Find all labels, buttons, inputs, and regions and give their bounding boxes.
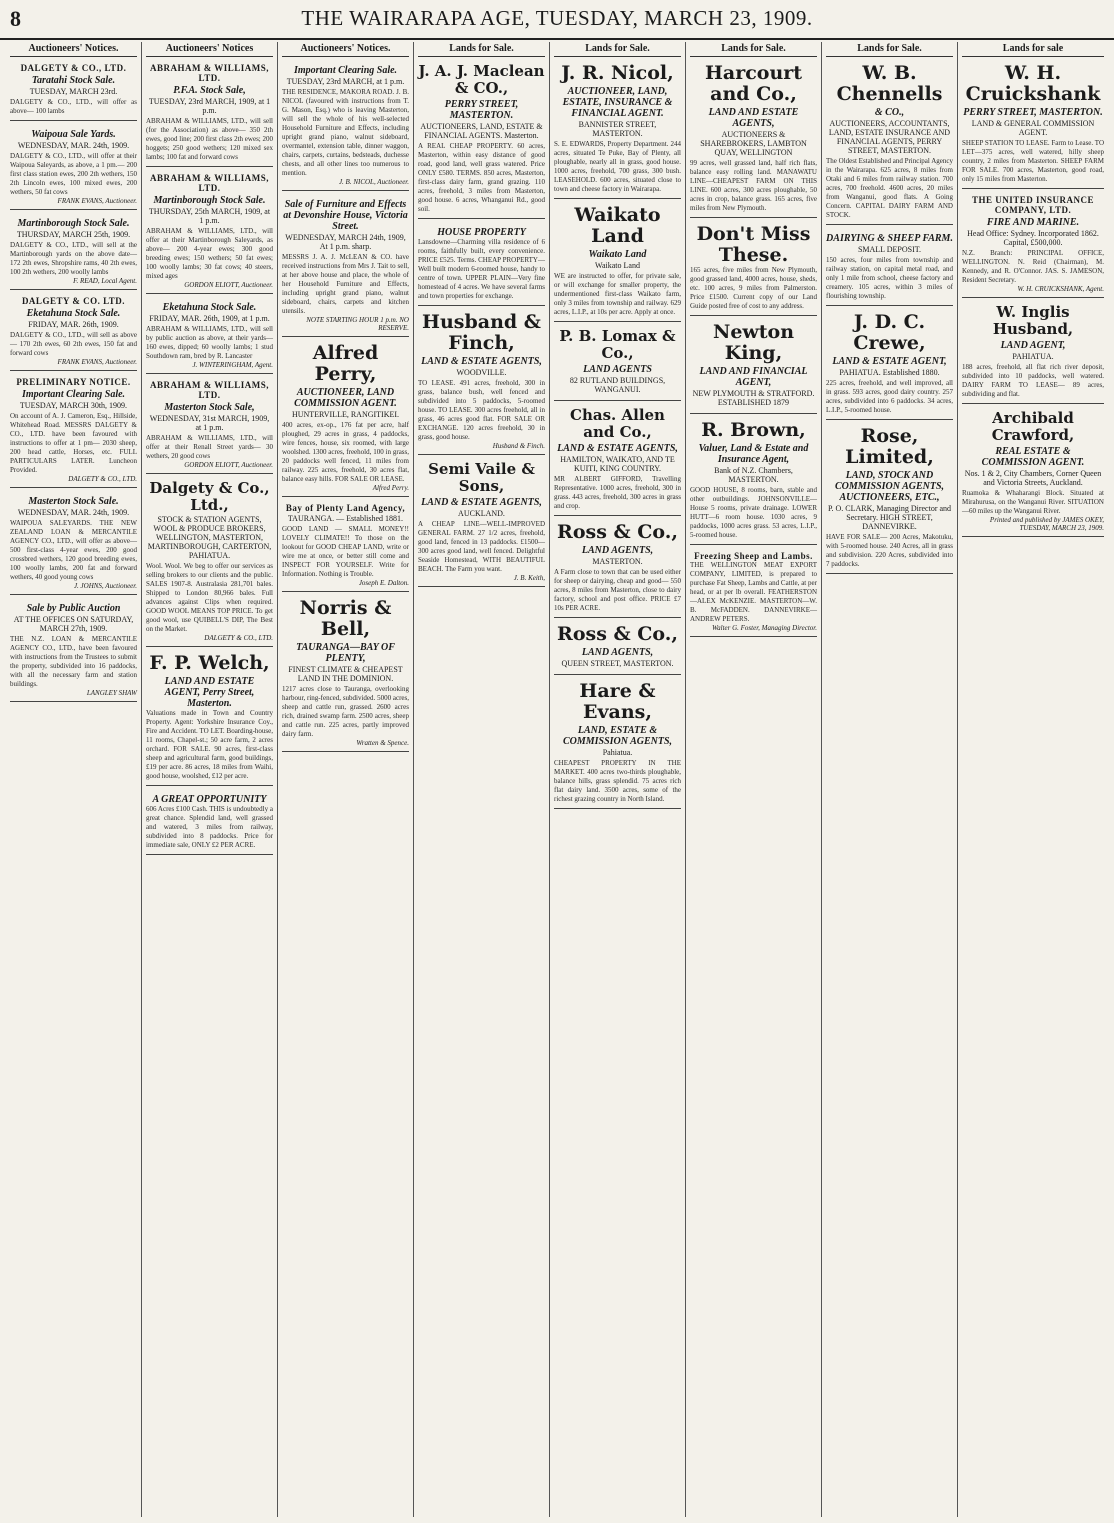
firm-name: J. R. Nicol, [561,62,674,84]
ad-title: LAND & ESTATE AGENTS, [557,443,678,454]
column-area [6,42,1108,1517]
column-8 [958,42,1108,1517]
ad-signature: GORDON ELIOTT, Auctioneer. [184,461,273,469]
masthead [0,0,1114,40]
column-5 [550,42,686,1517]
firm-name: DALGETY & CO., LTD. [20,63,127,73]
column-heading: Lands for Sale. [690,42,817,57]
advertisement [962,192,1104,298]
ad-date: WEDNESDAY, 31st MARCH, 1909, at 1 p.m. [149,414,270,432]
column-7 [822,42,958,1517]
advertisement [282,595,409,752]
advertisement [962,60,1104,189]
ad-signature: DALGETY & CO., LTD. [68,475,137,483]
ad-body: ABRAHAM & WILLIAMS, LTD., will offer at their Martinborough Saleyards, as above— 200 4-year ewes; 300 good breeding ewes; 150 wethers; 50 fat ewes; 100 woolly lambs; 30 fat cows; 40 steers, mixed ages [146,227,273,280]
ad-body: GOOD LAND — SMALL MONEY!! LOVELY CLIMATE!! To those on the lookout for GOOD CHEAP LAND, write or wire me at once, or better still come and INSPECT FOR YOURSELF. Write for Information. Nothing is Trouble. [282,525,409,578]
firm-name: P. B. Lomax & Co., [559,327,676,362]
column-heading: Auctioneers' Notices. [282,42,409,57]
ad-body: On account of A. J. Cameron, Esq., Hillside, Whitehead Road. MESSRS DALGETY & CO., LTD. have been favoured with instructions to offer at 1 pm— 2030 sheep, 200 head cattle, Horses, etc. FULL PARTICULARS LATER. Luncheon Provided. [10,412,137,474]
ad-body: The Oldest Established and Principal Agency in the Wairarapa. 625 acres, 8 miles from Otaki and 6 miles from railway station. 700 acres, 700 freehold. 4600 acres, 20 miles from Wanganui, good flats. A Going Concern. CAPITAL DAIRY FARM AND STOCK. [826,157,953,219]
ad-date: BANNISTER STREET, MASTERTON. [578,120,657,138]
advertisement [962,407,1104,537]
ad-signature: J. JOHNS, Auctioneer. [73,582,137,590]
ad-body: THE N.Z. LOAN & MERCANTILE AGENCY CO., LTD., have been favoured with instructions from the Trustees to submit the property, subdivided into 16 paddocks, with all the necessary farm and station buildings. [10,635,137,688]
firm-name: W. Inglis Husband, [992,303,1074,338]
advertisement [690,548,817,637]
advertisement [690,221,817,316]
ad-date: FRIDAY, MAR. 26th, 1909, at 1 p.m. [149,314,270,323]
ad-date: NEW PLYMOUTH & STRATFORD. ESTABLISHED 1879 [692,389,815,407]
ad-signature: DALGETY & CO., LTD. [204,634,273,642]
advertisement [554,519,681,618]
ad-date: 82 RUTLAND BUILDINGS, WANGANUI. [569,376,666,394]
ad-body: A CHEAP LINE—WELL-IMPROVED GENERAL FARM. 27 1/2 acres, freehold, good land, fenced in 13 paddocks. £1500—300 acres good land, well fenced. Delightful Seaside Homestead, WITH BEAUTIFUL BEACH. The Farm you want. [418,520,545,573]
ad-date: FRIDAY, MAR. 26th, 1909. [28,320,119,329]
ad-body: MR ALBERT GIFFORD, Travelling Representative. 1000 acres, freehold, 300 in grass. 443 acres, freehold, 300 acres in grass and crop. [554,475,681,510]
ad-body: Wool. Wool. We beg to offer our services as selling brokers to our clients and the public. SALES 1907-8. Australasia 281,701 bales. Shipped to London 80,966 bales. Full advances against Clips when required. GOOD WOOL MEANS TOP PRICE. To get good wool, use QUIBELL'S DIP, The Best on the Market. [146,562,273,633]
ad-title: LAND AGENTS, [581,647,654,658]
ad-date: Nos. 1 & 2, City Chambers, Corner Queen and Victoria Streets, Auckland. [964,469,1102,487]
advertisement [418,60,545,219]
firm-name: ABRAHAM & WILLIAMS, LTD. [149,63,270,83]
ad-title: PERRY STREET, MASTERTON. [444,99,519,121]
ad-title: TAURANGA—BAY OF PLENTY, [296,642,395,664]
advertisement [282,340,409,497]
advertisement [554,60,681,199]
advertisement [146,477,273,647]
ad-title: Masterton Stock Sale, [164,402,255,413]
firm-name: Ross & Co., [557,623,678,645]
firm-name: THE UNITED INSURANCE COMPANY, LTD. [971,195,1095,215]
ad-date: AT THE OFFICES ON SATURDAY, MARCH 27th, 1909. [13,615,134,633]
ad-body: Valuations made in Town and Country Property. Agent: Yorkshire Insurance Coy., Fire and Accident. TO LET. Boarding-house, 11 rooms, Chapel-st.; 50 acre farm, 2 acres orchard. FOR SALE. 90 acres, first-class sheep and agricultural farm, good buildings, £19 per acre. 86 acres, 18 miles from Waihi, good house, woolshed, £12 per acre. [146,709,273,780]
ad-title: LAND AGENTS [583,364,652,375]
advertisement [418,222,545,306]
ad-title: Martinborough Stock Sale. [17,218,130,229]
ad-date: WEDNESDAY, MARCH 24th, 1909, At 1 p.m. sharp. [285,233,406,251]
firm-name: Don't Miss These. [696,223,811,266]
ad-title: LAND AND ESTATE AGENT, Perry Street, Masterton. [164,676,255,709]
advertisement [690,319,817,414]
ad-title: Valuer, Land & Estate and Insurance Agent, [698,443,809,465]
ad-title: Masterton Stock Sale. [28,496,119,507]
ad-body: 606 Acres £100 Cash. THIS is undoubtedly a great chance. Splendid land, well grassed and watered, 3 miles from railway, subdivided into 8 paddocks. Price for immediate sale, ONLY £2 PER ACRE. [146,805,273,849]
ad-title: A GREAT OPPORTUNITY [152,794,267,805]
advertisement [146,297,273,374]
ad-date: TUESDAY, 23rd MARCH, at 1 p.m. [286,77,405,86]
ad-signature: Wratten & Spence. [356,739,409,747]
ad-body: ABRAHAM & WILLIAMS, LTD., will sell by public auction as above, at their yards— 160 ewes, dipped; 60 woolly lambs; 1 stud Southdown ram, bred by R. Lancaster [146,325,273,360]
firm-name: Newton King, [712,321,795,364]
ad-title: Important Clearing Sale. [21,389,126,400]
ad-date: WOODVILLE. [456,368,507,377]
advertisement [146,170,273,294]
ad-signature: J. B. Keith, [513,574,545,582]
ad-date: TUESDAY, MARCH 23rd. [29,87,118,96]
advertisement [10,491,137,595]
column-heading: Auctioneers' Notices [146,42,273,57]
firm-name: Waikato Land [574,204,661,247]
paper-title: THE WAIRARAPA AGE, TUESDAY, MARCH 23, 1909. [301,6,813,30]
ad-title: REAL ESTATE & COMMISSION AGENT. [981,446,1085,468]
ad-body: DALGETY & CO., LTD., will sell at the Martinborough yards on the above date— 172 2th ewes, Shropshire rams, 40 2th ewes, 100 2th wethers, 200 woolly lambs [10,241,137,276]
ad-date: TAURANGA. — Established 1881. [287,514,404,523]
advertisement [554,621,681,675]
ad-title: AUCTIONEER, LAND COMMISSION AGENT. [294,387,397,409]
firm-name: Hare & Evans, [579,680,656,723]
ad-signature: LANGLEY SHAW [86,689,137,697]
ad-title: DAIRYING & SHEEP FARM. [826,233,953,244]
advertisement [690,417,817,545]
column-3 [278,42,414,1517]
ad-title: Sale of Furniture and Effects at Devonshire House, Victoria Street. [283,199,408,232]
ad-body: Lansdowne—Charming villa residence of 6 rooms, faithfully built, every convenience. PRICE £525. Terms. CHEAP PROPERTY—Well built modern 6-roomed house, handy to centre of town. UPPER PLAIN—Very fine homestead of 4 acres. We have several farms and town properties for exchange. [418,238,545,300]
ad-date: QUEEN STREET, MASTERTON. [561,659,674,668]
ad-body: S. E. EDWARDS, Property Department. 244 acres, situated Te Puke, Bay of Plenty, all ploughable, nearly all in grass, good house. 1000 acres, freehold, 700 grass, 300 bush. LEASEHOLD. 600 acres, situated close to town and cheese factory in Wairarapa. [554,140,681,193]
firm-name: Freezing Sheep and Lambs. [694,551,813,561]
ad-title: LAND AGENT, [1000,340,1066,351]
ad-body: WAIPOUA SALEYARDS. THE NEW ZEALAND LOAN & MERCANTILE AGENCY CO., LTD., will offer as above— 500 first-class 4-year ewes, 200 good crossbred wethers, 120 good breeding ewes, 100 woolly lambs, 200 fat and forward wethers, 40 good young cows [10,519,137,581]
advertisement [418,458,545,587]
ad-body: 99 acres, well grassed land, half rich flats, balance easy rolling land. MANAWATU LINE—CHEAPEST FARM ON THIS LINE. 600 acres, 300 acres ploughable, 50 acres in crop, balance grass. 165 acres, five miles from New Plymouth. [690,159,817,212]
ad-signature: FRANK EVANS, Auctioneer. [57,197,137,205]
column-heading: Lands for Sale. [554,42,681,57]
ad-date: THURSDAY, 25th MARCH, 1909, at 1 p.m. [148,207,271,225]
firm-name: Ross & Co., [557,521,678,543]
ad-body: WE are instructed to offer, for private sale, or will exchange for smaller property, the undermentioned first-class Waikato farm, only 3 miles from township and railway. 629 acres, L.I.P., at 10s per acre. Apply at once. [554,272,681,316]
firm-name: F. P. Welch, [149,652,270,674]
ad-title: & CO., [874,107,905,118]
ad-date: LAND & GENERAL COMMISSION AGENT. [971,119,1095,137]
advertisement [10,598,137,702]
ad-body: 165 acres, five miles from New Plymouth, good grassed land, 4000 acres, house, sheds, etc. 100 acres, 9 miles from Palmerston. Price £1500. Current copy of our Land Guide posted free of cost to any address. [690,266,817,310]
column-1 [6,42,142,1517]
advertisement [554,325,681,401]
ad-date: Pahiatua. [602,748,633,757]
ad-title: Important Clearing Sale. [293,65,398,76]
firm-name: J. D. C. Crewe, [853,311,926,354]
ad-date: FINEST CLIMATE & CHEAPEST LAND IN THE DOMINION. [288,665,403,683]
ad-body: 225 acres, freehold, and well improved, all in grass. 593 acres, good dairy country. 257 acres, subdivided into 6 paddocks. 34 acres, L.I.P., 5-roomed house. [826,379,953,414]
ad-signature: F. READ, Local Agent. [73,277,137,285]
firm-name: Alfred Perry, [312,342,379,385]
ad-body: A REAL CHEAP PROPERTY. 60 acres, Masterton, within easy distance of good road, good land, well grass watered. Price ONLY £580. TERMS. 850 acres, Masterton, first-class dairy farm, grand grazing. 110 acres, freehold, 3 miles from Masterton, good house. 6 acres, Whanganui Rd., good soil. [418,142,545,213]
advertisement [282,60,409,191]
ad-title: LAND & ESTATE AGENTS, [421,497,542,508]
ad-date: AUCTIONEERS, ACCOUNTANTS, LAND, ESTATE INSURANCE AND FINANCIAL AGENTS, PERRY STREET, MASTERTON. [828,119,951,155]
ad-date: WEDNESDAY, MAR. 24th, 1909. [17,141,130,150]
ad-title: LAND & ESTATE AGENT, [832,356,947,367]
advertisement [282,500,409,592]
ad-body: ABRAHAM & WILLIAMS, LTD., will offer at their Renall Street yards— 30 wethers, 20 good cows [146,434,273,460]
column-heading: Lands for sale [962,42,1104,57]
column-6 [686,42,822,1517]
ad-title: P.F.A. Stock Sale, [173,85,246,96]
firm-name: Norris & Bell, [299,597,392,640]
column-heading: Lands for Sale. [826,42,953,57]
ad-signature: Walter G. Foster, Managing Director. [711,624,817,632]
page-number: 8 [10,6,21,31]
ad-date: PAHIATUA. [1012,352,1054,361]
ad-body: THE RESIDENCE, MAKORA ROAD. J. B. NICOL (favoured with instructions from T. G. Mason, Esq.) who is leaving Masterton, will sell the whole of his well-selected Household Furniture and Effects, including upright grand piano, walnut sideboard, overmantel, extension table, dinner waggon, chairs, carpets, curtains, bedsteads, duchesse chests, and all other lines too numerous to mention. [282,88,409,177]
advertisement [826,423,953,574]
firm-name: W. B. Chennells [836,62,943,105]
advertisement [146,650,273,786]
ad-date: Waikato Land [595,261,640,270]
ad-body: TO LEASE. 491 acres, freehold, 300 in grass, balance bush, well fenced and subdivided into 5 paddocks, 5-roomed house. TO LEASE. 300 acres freehold, all in grass, 46 acres good flat. FOR SALE OR EXCHANGE. 120 acres freehold, 30 in grass, good house. [418,379,545,441]
firm-name: ABRAHAM & WILLIAMS, LTD. [149,173,270,193]
ad-date: AUCKLAND. [458,509,505,518]
ad-body: 188 acres, freehold, all flat rich river deposit, subdivided into 10 paddocks, well watered. DAIRY FARM TO LEASE— 89 acres, subdividing and flat. [962,363,1104,398]
ad-title: Sale by Public Auction [26,603,121,614]
ad-title: LAND & ESTATE AGENTS, [421,356,542,367]
ad-title: LAND, ESTATE & COMMISSION AGENTS, [562,725,673,747]
firm-name: R. Brown, [701,419,806,441]
advertisement [554,202,681,322]
ad-title: LAND AGENTS, [581,545,654,556]
ad-date: AUCTIONEERS, LAND, ESTATE & FINANCIAL AGENTS. Masterton. [420,122,543,140]
advertisement [146,789,273,855]
ad-date: AUCTIONEERS & SHAREBROKERS, LAMBTON QUAY, WELLINGTON [700,130,807,157]
firm-name: Semi Vaile & Sons, [428,460,535,495]
ad-body: Ruamoka & Whaharangi Block. Situated at Mirahurusa, on the Wanganui River. SITUATION—60 miles up the Wanganui River. [962,489,1104,515]
firm-name: PRELIMINARY NOTICE. [16,377,131,387]
ad-title: FIRE AND MARINE. [986,217,1080,228]
column-4 [414,42,550,1517]
ad-date: WEDNESDAY, MAR. 24th, 1909. [17,508,130,517]
column-2 [142,42,278,1517]
ad-date: Bank of N.Z. Chambers, MASTERTON. [714,466,793,484]
ad-body: THE WELLINGTON MEAT EXPORT COMPANY, LIMITED, is prepared to purchase Fat Sheep, Lambs and Cattle, at per head, or at per lb overall. FEATHERSTON—ALEX McKENZIE. MASTERTON—W. B. McFADDEN. DANNEVIRKE—ANDREW PETERS. [690,561,817,623]
advertisement [10,124,137,210]
ad-signature: Joseph E. Dalton. [358,579,409,587]
firm-name: DALGETY & CO. LTD. [21,296,126,306]
ad-body: DALGETY & CO., LTD., will sell as above— 170 2th ewes, 60 2th ewes, 150 fat and forward cows [10,331,137,357]
column-heading: Lands for Sale. [418,42,545,57]
ad-signature: Alfred Perry. [372,484,409,492]
ad-signature: NOTE STARTING HOUR 1 p.m. NO RESERVE. [306,316,409,332]
advertisement [962,301,1104,404]
advertisement [10,374,137,488]
column-heading: Auctioneers' Notices. [10,42,137,57]
ad-body: ABRAHAM & WILLIAMS, LTD., will sell (for the Association) as above— 350 2th ewes, good line; 200 first class 2th ewes; 200 hoggets; 250 good wethers; 120 mixed sex lambs; 100 fat and forward cows [146,117,273,161]
ad-date: TUESDAY, MARCH 30th, 1909. [19,401,128,410]
ad-date: THURSDAY, MARCH 25th, 1909. [16,230,131,239]
advertisement [826,60,953,225]
firm-name: ABRAHAM & WILLIAMS, LTD. [149,380,270,400]
ad-signature: Husband & Finch. [492,442,545,450]
ad-date: PAHIATUA. Established 1880. [839,368,940,377]
ad-title: Eketahuna Stock Sale. [162,302,257,313]
ad-title: Eketahuna Stock Sale. [26,308,121,319]
ad-title: LAND AND FINANCIAL AGENT, [699,366,808,388]
advertisement [10,293,137,371]
advertisement [282,194,409,337]
ad-title: AUCTIONEER, LAND, ESTATE, INSURANCE & FINANCIAL AGENT. [562,86,673,119]
ad-signature: J. WINTERINGHAM, Agent. [192,361,273,369]
firm-name: Archibald Crawford, [991,409,1075,444]
ad-signature: FRANK EVANS, Auctioneer. [57,358,137,366]
advertisement [10,60,137,121]
ad-date: P. O. CLARK, Managing Director and Secretary. HIGH STREET, DANNEVIRKE. [827,504,952,531]
ad-body: GOOD HOUSE, 8 rooms, barn, stable and other outbuildings. JOHNSONVILLE—House 5 rooms, private drainage. LOWER HUTT—6 room house. 1030 acres, 9 paddocks, 1000 acres grass. 53 acres, L.I.P., 5-roomed house. [690,486,817,539]
ad-date: Head Office: Sydney. Incorporated 1862. Capital, £500,000. [967,229,1099,247]
ad-title: Waikato Land [588,249,647,260]
ad-body: 400 acres, ex-op., 176 fat per acre, half ploughed, 29 acres in grass, 4 paddocks, wire fences, house, six roomed, with large woolshed. 1300 acres, freehold, 100 in grass, 20 paddocks well fenced, 11 miles from railway. 225 acres, freehold, 30 acres flat, balance easy hills. FOR SALE OR LEASE. [282,421,409,483]
advertisement [146,60,273,167]
ad-body: SHEEP STATION TO LEASE. Farm to Lease. TO LET—375 acres, well watered, hilly sheep country, 2 miles from Masterton. SHEEP FARM FOR SALE. 700 acres, Masterton, good road, only 15 miles from Masterton. [962,139,1104,183]
ad-body: HAVE FOR SALE— 200 Acres, Makotuku, with 5-roomed house. 240 Acres, all in grass and subdivision. 220 Acres, subdivided into 7 paddocks. [826,533,953,568]
firm-name: J. A. J. Maclean & CO., [418,62,545,97]
ad-date: SMALL DEPOSIT. [857,245,922,254]
ad-body: CHEAPEST PROPERTY IN THE MARKET. 400 acres two-thirds ploughable, balance hills, grass splendid. 75 acres rich flat dairy land. 3500 acres, some of the richest grazing country in North Island. [554,759,681,803]
ad-body: DALGETY & CO., LTD., will offer at their Waipoua Saleyards, as above, a 1 pm.— 200 first class station ewes, 200 2th wethers, 150 2th Lincoln ewes, 100 mixed ewes, 200 wethers, 50 fat cows [10,152,137,196]
ad-title: HOUSE PROPERTY [437,227,526,238]
ad-title: PERRY STREET, MASTERTON. [963,107,1103,118]
advertisement [826,309,953,420]
ad-body: DALGETY & CO., LTD., will offer as above— 100 lambs [10,98,137,115]
ad-date: MASTERTON. [592,557,643,566]
ad-signature: W. H. CRUICKSHANK, Agent. [1017,285,1104,293]
ad-body: MESSRS J. A. J. McLEAN & CO. have received instructions from Mrs J. Tait to sell, at her above house and place, the whole of her Household Furniture and Effects, including upright grand piano, walnut sideboard, chairs, carpets and kitchen utensils. [282,253,409,315]
ad-date: HAMILTON, WAIKATO, AND TE KUITI, KING COUNTRY. [560,455,675,473]
ad-title: Martinborough Stock Sale. [153,195,266,206]
ad-date: HUNTERVILLE, RANGITIKEI. [291,410,400,419]
firm-name: Harcourt and Co., [704,62,803,105]
advertisement [554,678,681,809]
firm-name: Dalgety & Co., Ltd., [149,479,270,514]
ad-signature: GORDON ELIOTT, Auctioneer. [184,281,273,289]
advertisement [418,309,545,455]
advertisement [690,60,817,218]
advertisement [146,377,273,474]
firm-name: Bay of Plenty Land Agency, [285,503,406,513]
firm-name: Husband & Finch, [422,311,541,354]
ad-body: 150 acres, four miles from township and railway station, on capital metal road, and only 1 mile from school, cheese factory and creamery. 105 acres, within 3 miles of flourishing township. [826,256,953,300]
ad-title: LAND, STOCK AND COMMISSION AGENTS, AUCTIONEERS, ETC., [834,470,945,503]
advertisement [10,213,137,290]
ad-body: 1217 acres close to Tauranga, overlooking harbour, ring-fenced, subdivided. 5000 acres, sheep and cattle run, grassed. 2600 acres rich, drained swamp farm. 2500 acres, sheep and cattle run. 225 acres, partly improved dairy farm. [282,685,409,738]
ad-title: LAND AND ESTATE AGENTS, [708,107,799,129]
ad-title: Waipoua Sale Yards. [31,129,116,140]
ad-title: Taratahi Stock Sale. [31,75,116,86]
ad-body: N.Z. Branch: PRINCIPAL OFFICE, WELLINGTON. N. Reid (Chairman), M. Kennedy, and R. O'Connor. JAS. S. JAMESON, Resident Secretary. [962,249,1104,284]
ad-signature: Printed and published by JAMES OKEY, TUESDAY, MARCH 23, 1909. [989,516,1104,532]
firm-name: Chas. Allen and Co., [570,406,665,441]
ad-body: A Farm close to town that can be used either for sheep or dairying, cheap and good— 550 acres, 8 miles from Masterton, close to dairy factory, school and post office. PRICE £7 10s PER ACRE. [554,568,681,612]
advertisement [826,228,953,306]
ad-date: TUESDAY, 23rd MARCH, 1909, at 1 p.m. [148,97,271,115]
advertisement [554,404,681,516]
firm-name: Rose, Limited, [845,425,934,468]
ad-date: STOCK & STATION AGENTS, WOOL & PRODUCE BROKERS, WELLINGTON, MASTERTON, MARTINBOROUGH, CARTERTON, PAHIATUA. [147,515,272,560]
ad-signature: J. B. NICOL, Auctioneer. [338,178,409,186]
firm-name: W. H. Cruickshank [965,62,1101,105]
